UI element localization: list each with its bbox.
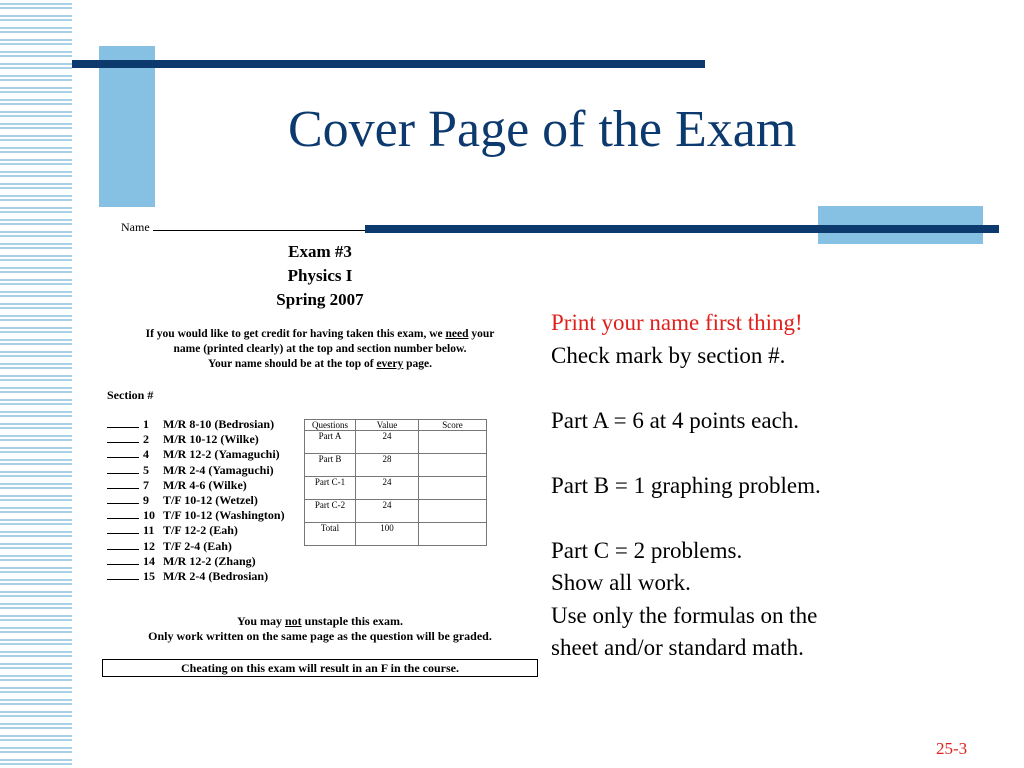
section-row xyxy=(107,432,285,447)
section-number: 1 xyxy=(143,417,149,431)
section-description: M/R 4-6 (Wilke) xyxy=(163,477,247,492)
section-row xyxy=(107,539,285,554)
row-value: 24 xyxy=(356,500,419,523)
section-row xyxy=(107,523,285,538)
row-score xyxy=(419,431,487,454)
section-number: 5 xyxy=(143,462,149,477)
section-description: T/F 10-12 (Washington) xyxy=(163,508,285,523)
note-part-a: Part A = 6 at 4 points each. xyxy=(551,407,800,433)
section-description: M/R 12-2 (Zhang) xyxy=(163,553,256,568)
score-table-header xyxy=(305,420,487,431)
note-print-name: Print your name first thing! xyxy=(551,310,803,335)
row-value: 24 xyxy=(356,477,419,500)
section-number: 9 xyxy=(143,493,149,508)
row-score xyxy=(419,500,487,523)
section-row xyxy=(107,463,285,478)
section-row xyxy=(107,478,285,493)
exam-heading xyxy=(100,240,540,312)
section-row xyxy=(107,554,285,569)
section-row xyxy=(107,447,285,462)
score-table-row xyxy=(305,431,487,454)
section-checkbox-blank xyxy=(107,508,139,519)
credit-line2: name (printed clearly) at the top and section number below. xyxy=(173,343,467,355)
section-description: M/R 12-2 (Yamaguchi) xyxy=(163,447,280,462)
credit-line1-pre: If you would like to get credit for having taken this exam, we xyxy=(145,328,446,340)
row-question: Part C-2 xyxy=(305,500,356,523)
section-number: 12 xyxy=(143,538,155,553)
credit-instructions xyxy=(110,327,530,372)
section-number: 10 xyxy=(143,508,155,523)
credit-line1-post: your xyxy=(468,328,495,340)
section-label: Section # xyxy=(107,388,154,402)
section-row xyxy=(107,569,285,584)
note-part-c: Part C = 2 problems. xyxy=(551,537,743,563)
section-description: M/R 2-4 (Bedrosian) xyxy=(163,569,269,584)
mid-rule xyxy=(365,225,999,233)
section-checkbox-blank xyxy=(107,463,139,474)
page-number: 25-3 xyxy=(936,739,968,758)
score-table-row xyxy=(305,477,487,500)
section-description: T/F 10-12 (Wetzel) xyxy=(163,493,258,508)
note-spacer xyxy=(551,437,821,470)
score-table-row xyxy=(305,523,487,546)
row-question: Part C-1 xyxy=(305,477,356,500)
exam-number: Exam #3 xyxy=(288,242,352,261)
section-description: T/F 2-4 (Eah) xyxy=(163,538,232,553)
section-checkbox-blank xyxy=(107,417,139,428)
unstaple-pre: You may xyxy=(236,614,285,628)
term: Spring 2007 xyxy=(276,290,364,309)
title-accent-block xyxy=(99,46,155,207)
section-number: 4 xyxy=(143,447,149,462)
slide-notes xyxy=(551,307,821,665)
section-number: 15 xyxy=(143,569,155,584)
name-label: Name xyxy=(121,220,150,234)
section-checkbox-blank xyxy=(107,554,139,565)
section-checkbox-blank xyxy=(107,432,139,443)
section-checkbox-blank xyxy=(107,493,139,504)
section-number: 2 xyxy=(143,432,149,447)
note-formulas-1: Use only the formulas on the xyxy=(551,602,818,628)
row-value: 24 xyxy=(356,431,419,454)
section-number: 14 xyxy=(143,553,155,568)
section-description: M/R 10-12 (Wilke) xyxy=(163,432,259,447)
row-value: 100 xyxy=(356,523,419,546)
unstaple-emphasis: not xyxy=(285,614,302,628)
section-checkbox-blank xyxy=(107,569,139,580)
section-list xyxy=(107,417,285,584)
row-question: Part B xyxy=(305,454,356,477)
note-show-work: Show all work. xyxy=(551,570,691,595)
row-question: Total xyxy=(305,523,356,546)
section-description: M/R 2-4 (Yamaguchi) xyxy=(163,462,274,477)
credit-line1-emphasis: need xyxy=(445,328,469,340)
credit-line3-post: page. xyxy=(403,358,433,370)
note-spacer xyxy=(551,372,821,405)
header-score: Score xyxy=(419,420,487,431)
note-spacer xyxy=(551,502,821,535)
section-number: 7 xyxy=(143,477,149,492)
note-formulas-2: sheet and/or standard math. xyxy=(551,635,804,660)
header-questions: Questions xyxy=(305,420,356,431)
unstaple-notice xyxy=(100,614,540,644)
section-checkbox-blank xyxy=(107,539,139,550)
section-checkbox-blank xyxy=(107,478,139,489)
credit-line3-pre: Your name should be at the top of xyxy=(207,358,377,370)
score-table xyxy=(304,419,487,546)
row-question: Part A xyxy=(305,431,356,454)
course-name: Physics I xyxy=(287,266,353,285)
section-row xyxy=(107,417,285,432)
section-checkbox-blank xyxy=(107,447,139,458)
section-row xyxy=(107,508,285,523)
section-description: M/R 8-10 (Bedrosian) xyxy=(163,417,275,431)
section-checkbox-blank xyxy=(107,523,139,534)
section-row xyxy=(107,493,285,508)
header-value: Value xyxy=(356,420,419,431)
row-value: 28 xyxy=(356,454,419,477)
section-number: 11 xyxy=(143,523,155,538)
score-table-row xyxy=(305,454,487,477)
note-part-b: Part B = 1 graphing problem. xyxy=(551,472,821,498)
section-description: T/F 12-2 (Eah) xyxy=(163,523,238,538)
decorative-stripes xyxy=(0,0,72,768)
credit-line3-emphasis: every xyxy=(376,358,404,370)
score-table-row xyxy=(305,500,487,523)
unstaple-post: unstaple this exam. xyxy=(301,614,404,628)
note-checkmark: Check mark by section #. xyxy=(551,342,786,368)
title-top-rule xyxy=(72,60,705,68)
grading-note: Only work written on the same page as the question will be graded. xyxy=(148,629,492,643)
slide-title: Cover Page of the Exam xyxy=(288,101,797,158)
row-score xyxy=(419,454,487,477)
row-score xyxy=(419,523,487,546)
row-score xyxy=(419,477,487,500)
cheating-warning: Cheating on this exam will result in an F in the course. xyxy=(102,659,538,677)
